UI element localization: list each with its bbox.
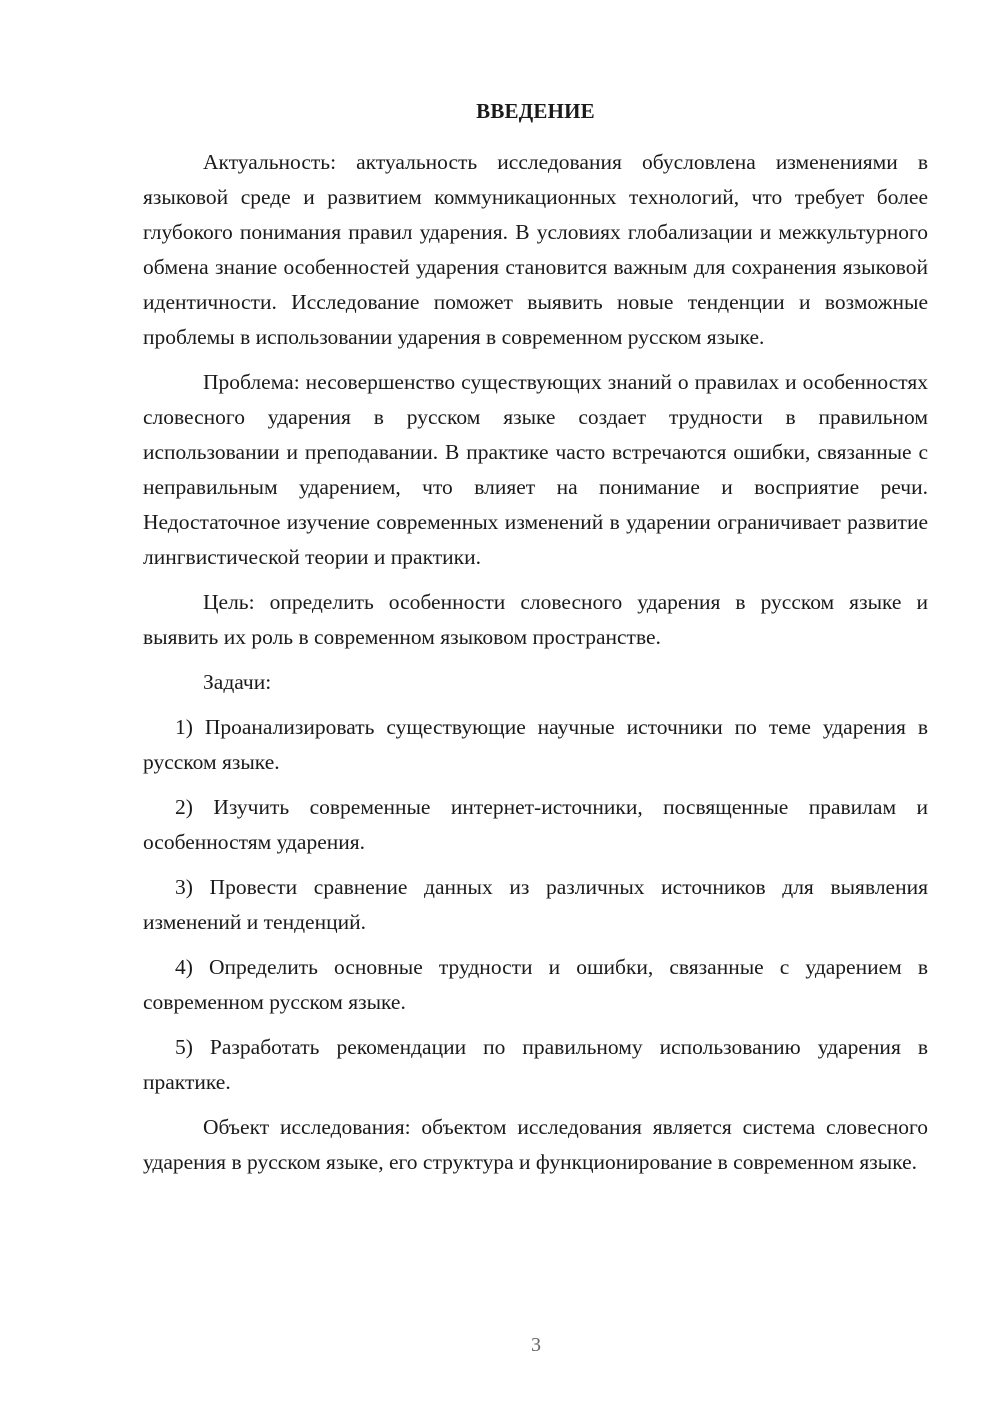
problem-paragraph: Проблема: несовершенство существующих знаний о правилах и особенностях словесного ударения в русском языке создает трудности в правильном использовании и преподавании. В практике часто встречаются ошибки, связанные с неправильным ударением, что влияет на понимание и восприятие речи. Недостаточное изучение современных изменений в ударении ограничивает развитие лингвистической теории и практики. — [143, 370, 928, 569]
task-item-2: 2) Изучить современные интернет-источники, посвященные правилам и особенностям ударения. — [143, 795, 928, 854]
task-item-5: 5) Разработать рекомендации по правильному использованию ударения в практике. — [143, 1035, 928, 1094]
task-item-1: 1) Проанализировать существующие научные источники по теме ударения в русском языке. — [143, 715, 928, 774]
page-number: 3 — [531, 1334, 541, 1356]
goal-paragraph: Цель: определить особенности словесного ударения в русском языке и выявить их роль в современном языковом пространстве. — [143, 590, 928, 649]
tasks-label: Задачи: — [203, 670, 272, 694]
task-item-3: 3) Провести сравнение данных из различных источников для выявления изменений и тенденций. — [143, 875, 928, 934]
task-item-4: 4) Определить основные трудности и ошибки, связанные с ударением в современном русском языке. — [143, 955, 928, 1014]
document-page — [143, 96, 928, 1190]
relevance-paragraph: Актуальность: актуальность исследования обусловлена изменениями в языковой среде и развитием коммуникационных технологий, что требует более глубокого понимания правил ударения. В условиях глобализации и межкультурного обмена знание особенностей ударения становится важным для сохранения языковой идентичности. Исследование поможет выявить новые тенденции и возможные проблемы в использовании ударения в современном русском языке. — [143, 150, 928, 349]
section-heading: ВВЕДЕНИЕ — [476, 99, 595, 123]
object-paragraph: Объект исследования: объектом исследования является система словесного ударения в русском языке, его структура и функционирование в современном языке. — [143, 1115, 928, 1174]
